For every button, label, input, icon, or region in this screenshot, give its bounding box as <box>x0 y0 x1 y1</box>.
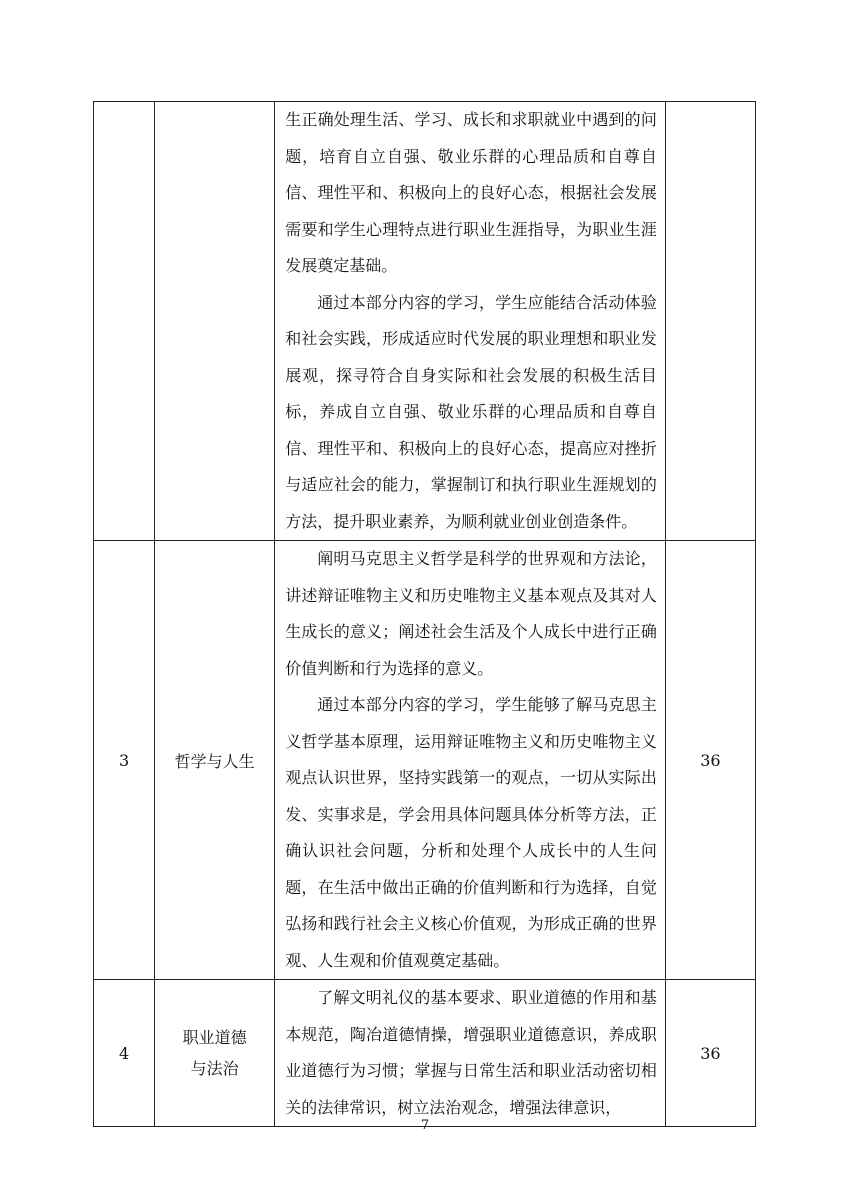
index-cell: 4 <box>94 980 155 1127</box>
curriculum-table <box>93 101 756 1127</box>
hours-cell: 36 <box>665 541 755 980</box>
content-cell <box>275 102 666 541</box>
hours-cell: 36 <box>665 980 755 1127</box>
hours-cell <box>665 102 755 541</box>
table-row <box>94 980 756 1127</box>
content-paragraph: 阐明马克思主义哲学是科学的世界观和方法论，讲述辩证唯物主义和历史唯物主义基本观点及其对人生成长的意义；阐述社会生活及个人成长中进行正确价值判断和行为选择的意义。 <box>285 549 657 678</box>
content-paragraph: 了解文明礼仪的基本要求、职业道德的作用和基本规范，陶冶道德情操，增强职业道德意识，养成职业道德行为习惯；掌握与日常生活和职业活动密切相关的法律常识，树立法治观念，增强法律意识， <box>285 988 657 1117</box>
course-cell <box>155 102 275 541</box>
index-cell <box>94 102 155 541</box>
content-paragraph: 通过本部分内容的学习，学生能够了解马克思主义哲学基本原理，运用辩证唯物主义和历史唯物主义观点认识世界，坚持实践第一的观点，一切从实际出发、实事求是，学会用具体问题具体分析等方法，正确认识社会问题，分析和处理个人成长中的人生问题，在生活中做出正确的价值判断和行为选择，自觉弘扬和践行社会主义核心价值观，为形成正确的世界观、人生观和价值观奠定基础。 <box>285 695 657 970</box>
table-row <box>94 102 756 541</box>
content-paragraph: 生正确处理生活、学习、成长和求职就业中遇到的问题，培育自立自强、敬业乐群的心理品质和自尊自信、理性平和、积极向上的良好心态，根据社会发展需要和学生心理特点进行职业生涯指导，为职业生涯发展奠定基础。 <box>285 110 657 275</box>
page-number: 7 <box>420 1118 430 1133</box>
course-cell <box>155 980 275 1127</box>
course-cell: 哲学与人生 <box>155 541 275 980</box>
content-cell <box>275 980 666 1127</box>
course-name-line: 与法治 <box>190 1059 239 1078</box>
table-row <box>94 541 756 980</box>
index-cell: 3 <box>94 541 155 980</box>
content-paragraph: 通过本部分内容的学习，学生应能结合活动体验和社会实践，形成适应时代发展的职业理想和职业发展观，探寻符合自身实际和社会发展的积极生活目标，养成自立自强、敬业乐群的心理品质和自尊自信、理性平和、积极向上的良好心态，提高应对挫折与适应社会的能力，掌握制订和执行职业生涯规划的方法，提升职业素养，为顺利就业创业创造条件。 <box>285 292 657 531</box>
content-cell <box>275 541 666 980</box>
course-name-line: 职业道德 <box>182 1028 247 1047</box>
